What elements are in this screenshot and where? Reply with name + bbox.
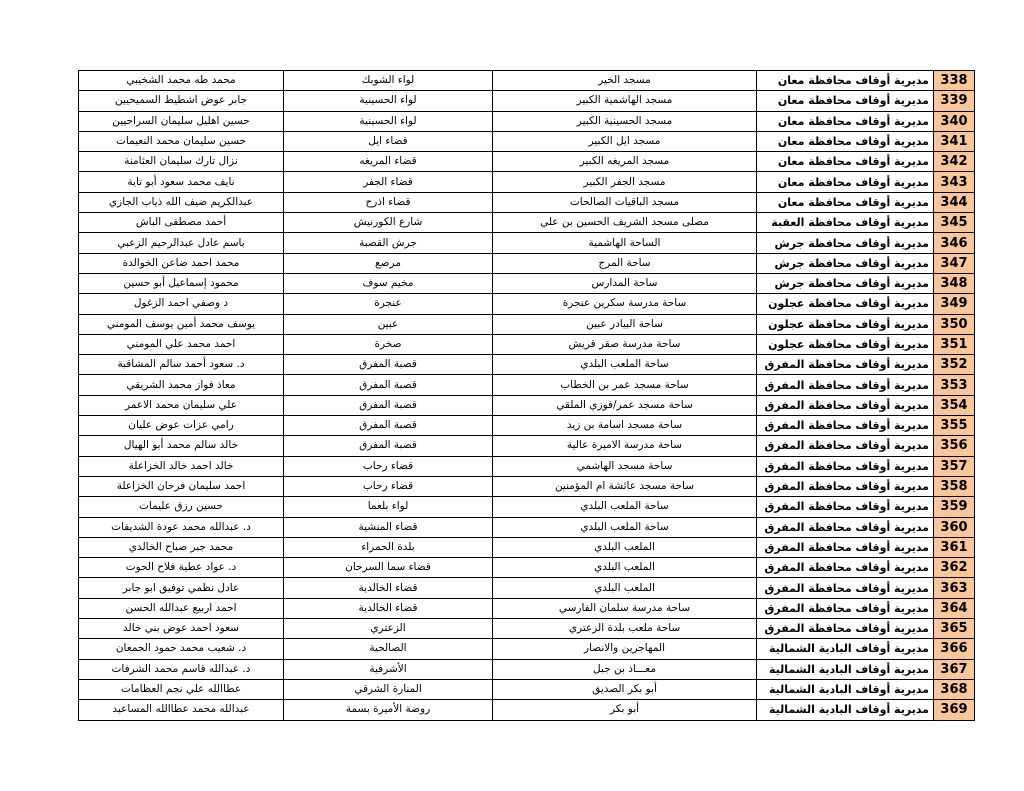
directorate-cell: مديرية أوقاف محافظة المفرق: [757, 436, 934, 456]
prayer-site-cell: ساحة مسجد الهاشمي: [493, 456, 757, 476]
imam-name-cell: د. عواد عطية فلاح الحوت: [79, 558, 284, 578]
prayer-site-cell: ساحة ملعب بلدة الزعتري: [493, 619, 757, 639]
row-number-cell: 359: [934, 497, 975, 517]
area-cell: مرصع: [284, 253, 493, 273]
prayer-site-cell: الملعب البلدي: [493, 558, 757, 578]
directorate-cell: مديرية أوقاف محافظة معان: [757, 131, 934, 151]
table-row: [79, 334, 975, 354]
prayer-site-cell: ساحة مدرسة سكرين عنجرة: [493, 294, 757, 314]
prayer-site-cell: مسجد المريغه الكبير: [493, 152, 757, 172]
row-number-cell: 346: [934, 233, 975, 253]
area-cell: قصبة المفرق: [284, 436, 493, 456]
area-cell: قضاء الجفر: [284, 172, 493, 192]
area-cell: قضاء المنشية: [284, 517, 493, 537]
directorate-cell: مديرية أوقاف محافظة المفرق: [757, 456, 934, 476]
area-cell: لواء الحسينية: [284, 91, 493, 111]
imam-name-cell: د. عبدالله قاسم محمد الشرفات: [79, 659, 284, 679]
row-number-cell: 363: [934, 578, 975, 598]
area-cell: عنجرة: [284, 294, 493, 314]
table-row: [79, 213, 975, 233]
directorate-cell: مديرية أوقاف محافظة المفرق: [757, 619, 934, 639]
table-row: [79, 192, 975, 212]
row-number-cell: 369: [934, 700, 975, 720]
table-row: [79, 700, 975, 720]
table-row: [79, 152, 975, 172]
row-number-cell: 355: [934, 416, 975, 436]
area-cell: قصبة المفرق: [284, 416, 493, 436]
area-cell: المنارة الشرقي: [284, 679, 493, 699]
prayer-site-cell: ساحة مسجد عمر بن الخطاب: [493, 375, 757, 395]
table-row: [79, 517, 975, 537]
area-cell: لواء بلعما: [284, 497, 493, 517]
area-cell: شارع الكورنيش: [284, 213, 493, 233]
imam-name-cell: عادل نظمي توفيق ابو جابر: [79, 578, 284, 598]
prayer-site-cell: ساحة الملعب البلدي: [493, 497, 757, 517]
directorate-cell: مديرية أوقاف محافظة المفرق: [757, 558, 934, 578]
prayer-site-cell: ساحة المرج: [493, 253, 757, 273]
prayer-site-cell: الملعب البلدي: [493, 578, 757, 598]
row-number-cell: 354: [934, 395, 975, 415]
prayer-site-cell: ساحة المدارس: [493, 273, 757, 293]
prayer-site-cell: معـــاذ بن جبل: [493, 659, 757, 679]
directorate-cell: مديرية أوقاف البادية الشمالية: [757, 639, 934, 659]
imam-name-cell: احمد محمد علي المومني: [79, 334, 284, 354]
table-row: [79, 91, 975, 111]
prayer-site-cell: ساحة الملعب البلدي: [493, 517, 757, 537]
directorate-cell: مديرية أوقاف محافظة المفرق: [757, 598, 934, 618]
table-row: [79, 598, 975, 618]
row-number-cell: 348: [934, 273, 975, 293]
area-cell: الصالحية: [284, 639, 493, 659]
directorate-cell: مديرية أوقاف محافظة معان: [757, 71, 934, 91]
imam-name-cell: حسين اهليل سليمان السراحيين: [79, 111, 284, 131]
area-cell: قضاء رحاب: [284, 476, 493, 496]
area-cell: قضاء اذرح: [284, 192, 493, 212]
prayer-site-cell: ساحة الملعب البلدي: [493, 355, 757, 375]
row-number-cell: 339: [934, 91, 975, 111]
row-number-cell: 344: [934, 192, 975, 212]
directorate-cell: مديرية أوقاف محافظة المفرق: [757, 497, 934, 517]
imam-name-cell: محمد طه محمد الشخيبي: [79, 71, 284, 91]
row-number-cell: 347: [934, 253, 975, 273]
directorate-cell: مديرية أوقاف محافظة عجلون: [757, 314, 934, 334]
imam-name-cell: نزال تارك سليمان العثامنة: [79, 152, 284, 172]
row-number-cell: 353: [934, 375, 975, 395]
table-row: [79, 294, 975, 314]
area-cell: قصبة المفرق: [284, 355, 493, 375]
table-row: [79, 619, 975, 639]
table-row: [79, 111, 975, 131]
row-number-cell: 342: [934, 152, 975, 172]
area-cell: قصبة المفرق: [284, 395, 493, 415]
table-row: [79, 233, 975, 253]
table-row: [79, 131, 975, 151]
directorate-cell: مديرية أوقاف محافظة المفرق: [757, 395, 934, 415]
directorate-cell: مديرية أوقاف محافظة معان: [757, 111, 934, 131]
area-cell: الزعتري: [284, 619, 493, 639]
row-number-cell: 367: [934, 659, 975, 679]
imam-name-cell: محمد احمد ضاعن الخوالدة: [79, 253, 284, 273]
table-row: [79, 679, 975, 699]
imam-name-cell: معاذ فواز محمد الشريقي: [79, 375, 284, 395]
imam-name-cell: رامي عزات عوض عليان: [79, 416, 284, 436]
area-cell: قضاء ايل: [284, 131, 493, 151]
directorate-cell: مديرية أوقاف محافظة عجلون: [757, 334, 934, 354]
imam-name-cell: د وصفي احمد الزغول: [79, 294, 284, 314]
table-row: [79, 395, 975, 415]
area-cell: قضاء الخالدية: [284, 578, 493, 598]
directorate-cell: مديرية أوقاف محافظة المفرق: [757, 517, 934, 537]
row-number-cell: 362: [934, 558, 975, 578]
area-cell: جرش القصبة: [284, 233, 493, 253]
directorate-cell: مديرية أوقاف محافظة عجلون: [757, 294, 934, 314]
area-cell: عبين: [284, 314, 493, 334]
directorate-cell: مديرية أوقاف محافظة جرش: [757, 233, 934, 253]
imam-name-cell: عطاالله علي نجم العظامات: [79, 679, 284, 699]
imam-name-cell: حسين رزق عليمات: [79, 497, 284, 517]
imam-name-cell: أحمد مصطفى الباش: [79, 213, 284, 233]
table-row: [79, 558, 975, 578]
row-number-cell: 352: [934, 355, 975, 375]
imam-name-cell: احمد سليمان فرحان الخزاعلة: [79, 476, 284, 496]
imam-name-cell: نايف محمد سعود أبو تاية: [79, 172, 284, 192]
prayer-site-cell: مسجد الباقيات الصالحات: [493, 192, 757, 212]
directorate-cell: مديرية أوقاف محافظة المفرق: [757, 355, 934, 375]
table-row: [79, 578, 975, 598]
directorate-cell: مديرية أوقاف محافظة المفرق: [757, 416, 934, 436]
prayer-site-cell: ساحة مدرسة الاميرة عالية: [493, 436, 757, 456]
mosque-sites-table: [78, 70, 975, 721]
table-row: [79, 659, 975, 679]
area-cell: لواء الحسينية: [284, 111, 493, 131]
imam-name-cell: خالد سالم محمد أبو الهيال: [79, 436, 284, 456]
row-number-cell: 360: [934, 517, 975, 537]
prayer-site-cell: ساحة مسجد اسامة بن زيد: [493, 416, 757, 436]
imam-name-cell: جابر عوض اشطيط السميحيين: [79, 91, 284, 111]
directorate-cell: مديرية أوقاف محافظة المفرق: [757, 476, 934, 496]
row-number-cell: 368: [934, 679, 975, 699]
imam-name-cell: يوسف محمد أمين يوسف المومني: [79, 314, 284, 334]
directorate-cell: مديرية أوقاف محافظة معان: [757, 91, 934, 111]
prayer-site-cell: الساحة الهاشمية: [493, 233, 757, 253]
area-cell: قضاء الخالدية: [284, 598, 493, 618]
document-page: [78, 70, 968, 721]
area-cell: لواء الشوبك: [284, 71, 493, 91]
prayer-site-cell: ساحة مدرسة سلمان الفارسي: [493, 598, 757, 618]
table-row: [79, 436, 975, 456]
table-row: [79, 375, 975, 395]
row-number-cell: 350: [934, 314, 975, 334]
imam-name-cell: سعود احمد عوض بني خالد: [79, 619, 284, 639]
area-cell: بلدة الحمراء: [284, 537, 493, 557]
table-row: [79, 273, 975, 293]
directorate-cell: مديرية أوقاف محافظة المفرق: [757, 375, 934, 395]
row-number-cell: 364: [934, 598, 975, 618]
area-cell: قضاء المريغه: [284, 152, 493, 172]
row-number-cell: 365: [934, 619, 975, 639]
table-row: [79, 639, 975, 659]
imam-name-cell: عبدالكريم ضيف الله ذياب الجازي: [79, 192, 284, 212]
imam-name-cell: حسين سليمان محمد النعيمات: [79, 131, 284, 151]
directorate-cell: مديرية أوقاف محافظة معان: [757, 152, 934, 172]
row-number-cell: 345: [934, 213, 975, 233]
area-cell: صخرة: [284, 334, 493, 354]
row-number-cell: 341: [934, 131, 975, 151]
row-number-cell: 343: [934, 172, 975, 192]
imam-name-cell: احمد اربيع عبدالله الحسن: [79, 598, 284, 618]
prayer-site-cell: أبو بكر الصديق: [493, 679, 757, 699]
area-cell: مخيم سوف: [284, 273, 493, 293]
imam-name-cell: خالد احمد خالد الخزاعلة: [79, 456, 284, 476]
table-row: [79, 497, 975, 517]
prayer-site-cell: مسجد الهاشمية الكبير: [493, 91, 757, 111]
table-row: [79, 456, 975, 476]
prayer-site-cell: مسجد ايل الكبير: [493, 131, 757, 151]
table-row: [79, 355, 975, 375]
table-row: [79, 71, 975, 91]
area-cell: روضة الأميرة بسمة: [284, 700, 493, 720]
prayer-site-cell: ساحة مدرسة صقر قريش: [493, 334, 757, 354]
row-number-cell: 366: [934, 639, 975, 659]
directorate-cell: مديرية أوقاف البادية الشمالية: [757, 659, 934, 679]
prayer-site-cell: الملعب البلدي: [493, 537, 757, 557]
prayer-site-cell: المهاجرين والانصار: [493, 639, 757, 659]
prayer-site-cell: أبو بكر: [493, 700, 757, 720]
directorate-cell: مديرية أوقاف محافظة معان: [757, 172, 934, 192]
prayer-site-cell: مسجد الجفر الكبير: [493, 172, 757, 192]
directorate-cell: مديرية أوقاف محافظة معان: [757, 192, 934, 212]
table-row: [79, 172, 975, 192]
table-row: [79, 416, 975, 436]
prayer-site-cell: مصلى مسجد الشريف الحسين بن علي: [493, 213, 757, 233]
table-row: [79, 314, 975, 334]
area-cell: قصبة المفرق: [284, 375, 493, 395]
imam-name-cell: د. عبدالله محمد عودة الشديفات: [79, 517, 284, 537]
imam-name-cell: باسم عادل عبدالرحيم الزعبي: [79, 233, 284, 253]
directorate-cell: مديرية أوقاف محافظة المفرق: [757, 578, 934, 598]
imam-name-cell: علي سليمان محمد الاعمر: [79, 395, 284, 415]
area-cell: قضاء رحاب: [284, 456, 493, 476]
directorate-cell: مديرية أوقاف البادية الشمالية: [757, 700, 934, 720]
prayer-site-cell: ساحة مسجد عائشة ام المؤمنين: [493, 476, 757, 496]
directorate-cell: مديرية أوقاف محافظة جرش: [757, 253, 934, 273]
row-number-cell: 340: [934, 111, 975, 131]
imam-name-cell: محمود إسماعيل أبو حسين: [79, 273, 284, 293]
table-row: [79, 537, 975, 557]
prayer-site-cell: مسجد الخير: [493, 71, 757, 91]
prayer-site-cell: ساحة البيادر عبين: [493, 314, 757, 334]
prayer-site-cell: ساحة مسجد عمر/فوزي الملقي: [493, 395, 757, 415]
area-cell: الأشرفية: [284, 659, 493, 679]
table-row: [79, 476, 975, 496]
imam-name-cell: محمد جبر صباح الخالدي: [79, 537, 284, 557]
imam-name-cell: عبدالله محمد عطاالله المساعيد: [79, 700, 284, 720]
row-number-cell: 356: [934, 436, 975, 456]
row-number-cell: 338: [934, 71, 975, 91]
row-number-cell: 358: [934, 476, 975, 496]
imam-name-cell: د. شعيب محمد حمود الجمعان: [79, 639, 284, 659]
table-row: [79, 253, 975, 273]
area-cell: قضاء سما السرحان: [284, 558, 493, 578]
directorate-cell: مديرية أوقاف محافظة المفرق: [757, 537, 934, 557]
directorate-cell: مديرية أوقاف محافظة العقبة: [757, 213, 934, 233]
row-number-cell: 357: [934, 456, 975, 476]
imam-name-cell: د. سعود أحمد سالم المشاقبة: [79, 355, 284, 375]
prayer-site-cell: مسجد الحسينية الكبير: [493, 111, 757, 131]
row-number-cell: 361: [934, 537, 975, 557]
directorate-cell: مديرية أوقاف البادية الشمالية: [757, 679, 934, 699]
directorate-cell: مديرية أوقاف محافظة جرش: [757, 273, 934, 293]
row-number-cell: 349: [934, 294, 975, 314]
table-body: [79, 71, 975, 721]
row-number-cell: 351: [934, 334, 975, 354]
